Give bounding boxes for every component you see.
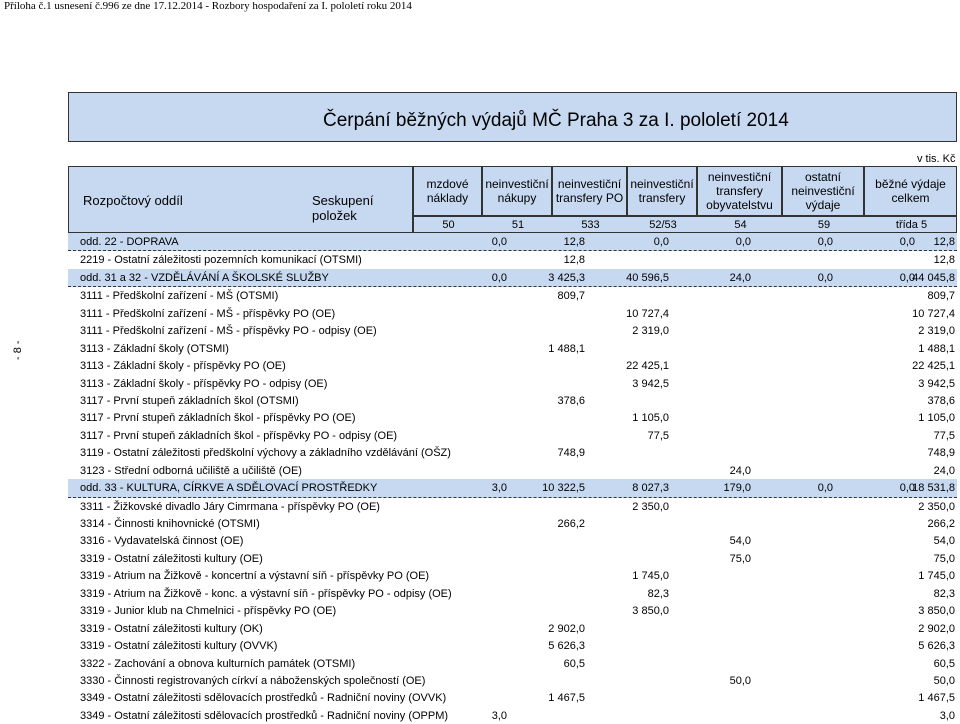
table-row: [68, 498, 957, 515]
cell-value: 40 596,5: [626, 271, 669, 284]
column-code: 52/53: [649, 219, 677, 231]
cell-value: 2 902,0: [918, 622, 955, 635]
unit-note: v tis. Kč: [917, 153, 956, 165]
cell-value: 1 745,0: [632, 570, 669, 583]
cell-value: 3,0: [939, 709, 955, 722]
cell-value: 1 105,0: [632, 412, 669, 425]
cell-value: 50,0: [729, 674, 751, 687]
cell-value: 378,6: [557, 394, 585, 407]
table-row: [68, 620, 957, 637]
table-row: [68, 515, 957, 532]
cell-value: 82,3: [933, 587, 955, 600]
cell-value: 54,0: [729, 535, 751, 548]
cell-value: 2 319,0: [918, 325, 955, 338]
header-rozpoctovy-oddil: Rozpočtový oddíl: [83, 193, 183, 208]
cell-value: 10 727,4: [626, 307, 669, 320]
cell-value: 12,8: [563, 236, 585, 248]
cell-value: 10 727,4: [912, 307, 955, 320]
cell-value: 82,3: [647, 587, 669, 600]
table-row: [68, 375, 957, 392]
column-header: neinvestiční transfery: [627, 166, 697, 216]
cell-value: 8 027,3: [632, 482, 669, 495]
row-description: 3349 - Ostatní záležitosti sdělovacích prostředků - Radniční noviny (OPPM): [80, 709, 449, 722]
cell-value: 2 350,0: [632, 500, 669, 513]
section-row: [68, 233, 957, 251]
row-description: 3319 - Ostatní záležitosti kultury (OE): [80, 552, 263, 565]
cell-value: 266,2: [927, 518, 955, 530]
cell-value: 748,9: [557, 447, 585, 460]
cell-value: 1 745,0: [918, 570, 955, 583]
row-description: 3113 - Základní školy (OTSMI): [80, 342, 229, 355]
cell-value: 0,0: [653, 236, 669, 248]
cell-value: 75,0: [933, 552, 955, 565]
table-row: [68, 251, 957, 268]
cell-value: 44 045,8: [912, 271, 955, 284]
table-head-left: [68, 166, 413, 233]
cell-value: 22 425,1: [912, 360, 955, 373]
section-row: [68, 479, 957, 497]
cell-value: 0,0: [817, 271, 833, 284]
column-code: třída 5: [895, 219, 928, 231]
cell-value: 60,5: [933, 657, 955, 670]
code-row: [413, 216, 957, 233]
cell-value: 2 350,0: [918, 500, 955, 513]
table-row: [68, 427, 957, 444]
column-header: ostatní neinvestiční výdaje: [782, 166, 864, 216]
cell-value: 12,8: [933, 236, 955, 248]
row-description: 3111 - Předškolní zařízení - MŠ (OTSMI): [80, 290, 279, 303]
row-description: 3316 - Vydavatelská činnost (OE): [80, 535, 244, 548]
row-description: 3319 - Ostatní záležitosti kultury (OVVK): [80, 640, 278, 653]
cell-value: 1 488,1: [918, 342, 955, 355]
table-row: [68, 655, 957, 672]
cell-value: 75,0: [729, 552, 751, 565]
row-description: odd. 33 - KULTURA, CÍRKVE A SDĚLOVACÍ PROSTŘEDKY: [80, 482, 378, 495]
cell-value: 50,0: [933, 674, 955, 687]
header-seskupeni-polozek: Seskupení položek: [312, 193, 374, 223]
cell-value: 0,0: [735, 236, 751, 248]
column-header: mzdové náklady: [413, 166, 482, 216]
cell-value: 1 105,0: [918, 412, 955, 425]
table-row: [68, 322, 957, 339]
table-row: [68, 567, 957, 584]
data-table: [68, 233, 957, 724]
cell-value: 1 488,1: [548, 342, 585, 355]
table-row: [68, 550, 957, 567]
column-header: neinvestiční transfery PO: [552, 166, 627, 216]
table-row: [68, 357, 957, 374]
cell-value: 77,5: [647, 429, 669, 442]
page-title: Čerpání běžných výdajů MČ Praha 3 za I. pololetí 2014: [323, 110, 789, 131]
cell-value: 5 626,3: [548, 640, 585, 653]
cell-value: 24,0: [729, 464, 751, 477]
cell-value: 809,7: [927, 290, 955, 303]
row-description: 3111 - Předškolní zařízení - MŠ - příspěvky PO - odpisy (OE): [80, 325, 377, 338]
row-description: 3123 - Střední odborná učiliště a učiliště (OE): [80, 464, 302, 477]
cell-value: 3,0: [491, 709, 507, 722]
row-description: 2219 - Ostatní záležitosti pozemních komunikací (OTSMI): [80, 254, 362, 267]
cell-value: 3 942,5: [632, 377, 669, 390]
row-description: 3117 - První stupeň základních škol - příspěvky PO - odpisy (OE): [80, 429, 398, 442]
cell-value: 0,0: [491, 271, 507, 284]
column-code: 51: [511, 219, 525, 231]
table-row: [68, 340, 957, 357]
table-row: [68, 287, 957, 304]
row-description: 3119 - Ostatní záležitosti předškolní výchovy a základního vzdělávání (OŠZ): [80, 447, 451, 460]
row-description: odd. 22 - DOPRAVA: [80, 236, 179, 248]
table-row: [68, 462, 957, 479]
row-description: 3113 - Základní školy - příspěvky PO (OE): [80, 360, 286, 373]
row-description: 3314 - Činnosti knihovnické (OTSMI): [80, 518, 260, 530]
row-description: 3117 - První stupeň základních škol - příspěvky PO (OE): [80, 412, 356, 425]
table-row: [68, 392, 957, 409]
cell-value: 1 467,5: [918, 692, 955, 705]
column-code: 50: [442, 219, 455, 231]
cell-value: 12,8: [563, 254, 585, 267]
title-box: [68, 92, 957, 142]
cell-value: 54,0: [933, 535, 955, 548]
row-description: 3319 - Junior klub na Chmelnici - příspěvky PO (OE): [80, 605, 337, 618]
row-description: odd. 31 a 32 - VZDĚLÁVÁNÍ A ŠKOLSKÉ SLUŽBY: [80, 271, 329, 284]
cell-value: 10 322,5: [542, 482, 585, 495]
table-row: [68, 444, 957, 461]
cell-value: 3,0: [491, 482, 507, 495]
table-row: [68, 409, 957, 426]
cell-value: 266,2: [557, 518, 585, 530]
cell-value: 1 467,5: [548, 692, 585, 705]
row-description: 3349 - Ostatní záležitosti sdělovacích prostředků - Radniční noviny (OVVK): [80, 692, 447, 705]
cell-value: 0,0: [899, 271, 915, 284]
cell-value: 378,6: [927, 394, 955, 407]
row-description: 3111 - Předškolní zařízení - MŠ - příspěvky PO (OE): [80, 307, 336, 320]
cell-value: 0,0: [817, 236, 833, 248]
table-row: [68, 532, 957, 549]
column-header: běžné výdaje celkem: [864, 166, 957, 216]
cell-value: 3 850,0: [918, 605, 955, 618]
cell-value: 60,5: [563, 657, 585, 670]
row-description: 3319 - Atrium na Žižkově - konc. a výstavní síň - příspěvky PO - odpisy (OE): [80, 587, 452, 600]
cell-value: 179,0: [723, 482, 751, 495]
cell-value: 77,5: [933, 429, 955, 442]
document-header-note: Příloha č.1 usnesení č.996 ze dne 17.12.2014 - Rozbory hospodaření za I. pololetí roku 2014: [4, 0, 412, 12]
cell-value: 24,0: [933, 464, 955, 477]
page-number: - 8 -: [12, 340, 24, 360]
table-row: [68, 637, 957, 654]
table-row: [68, 305, 957, 322]
row-description: 3319 - Atrium na Žižkově - koncertní a výstavní síň - příspěvky PO (OE): [80, 570, 430, 583]
table-row: [68, 707, 957, 724]
table-row: [68, 602, 957, 619]
column-code: 533: [581, 219, 600, 231]
cell-value: 809,7: [557, 290, 585, 303]
column-header: neinvestiční transfery obyvatelstvu: [697, 166, 782, 216]
column-header: neinvestiční nákupy: [482, 166, 552, 216]
row-description: 3322 - Zachování a obnova kulturních památek (OTSMI): [80, 657, 356, 670]
table-row: [68, 585, 957, 602]
cell-value: 0,0: [899, 482, 915, 495]
row-description: 3319 - Ostatní záležitosti kultury (OK): [80, 622, 263, 635]
cell-value: 3 942,5: [918, 377, 955, 390]
table-row: [68, 689, 957, 706]
cell-value: 2 319,0: [632, 325, 669, 338]
cell-value: 18 531,8: [912, 482, 955, 495]
section-row: [68, 269, 957, 287]
row-description: 3311 - Žižkovské divadlo Járy Cimrmana - příspěvky PO (OE): [80, 500, 380, 513]
row-description: 3330 - Činnosti registrovaných církví a náboženských společností (OE): [80, 674, 426, 687]
row-description: 3117 - První stupeň základních škol (OTSMI): [80, 394, 299, 407]
cell-value: 24,0: [729, 271, 751, 284]
column-code: 54: [734, 219, 747, 231]
cell-value: 12,8: [933, 254, 955, 267]
cell-value: 0,0: [491, 236, 507, 248]
cell-value: 5 626,3: [918, 640, 955, 653]
cell-value: 22 425,1: [626, 360, 669, 373]
table-row: [68, 672, 957, 689]
cell-value: 3 850,0: [632, 605, 669, 618]
cell-value: 0,0: [899, 236, 915, 248]
row-description: 3113 - Základní školy - příspěvky PO - odpisy (OE): [80, 377, 328, 390]
cell-value: 3 425,3: [548, 271, 585, 284]
cell-value: 2 902,0: [548, 622, 585, 635]
cell-value: 748,9: [927, 447, 955, 460]
cell-value: 0,0: [817, 482, 833, 495]
column-code: 59: [817, 219, 831, 231]
